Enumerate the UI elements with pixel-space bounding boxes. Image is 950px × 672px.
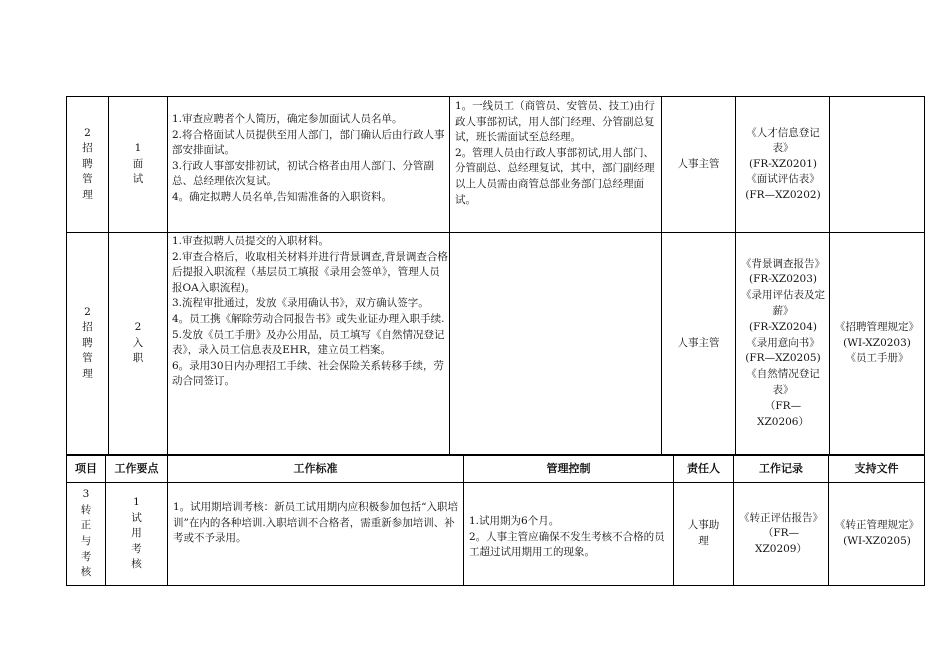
row2-project: 2 招 聘 管 理 — [82, 305, 93, 380]
row3-point: 1 试 用 考 核 — [131, 496, 142, 571]
row2-control — [455, 234, 659, 452]
row1-docs — [830, 97, 924, 232]
header-owner: 责任人 — [687, 462, 720, 476]
row3-owner: 人事助 理 — [687, 519, 720, 547]
header-support-docs: 支持文件 — [854, 462, 899, 476]
row3-docs: 《转正管理规定》 (WI-XZ0205) — [835, 519, 919, 547]
row2-standard: 1.审查拟聘人员提交的入职材料。 2.审查合格后，收取相关材料并进行背景调查,背景调查合格后提报入职流程（基层员工填报《录用会签单》，管理人员报OA入职流程)。 3.流程审批通过，发放《录用确认书》，双方确认签字。 4。员工携《解除劳动合同报告书》或失业证办理入职手续. 5.发放《员工手册》及办公用品，员工填写《自然情况登记表》，录入员工信息表及EHR，建立员工档案。 6。录用30日内办理招工手续、社会保险关系转移手续，劳动合同签订。 — [172, 235, 448, 388]
row1-control: 1。一线员工（商管员、安管员、技工)由行政人事部初试，用人部门经理、分管副总复试，班长需面试至总经理。 2。管理人员由行政人事部初试,用人部门、分管副总、总经理复试，其中，部门副经理以上人员需由商管总部业务部门总经理面试。 — [455, 100, 655, 206]
row1-project: 2 招 聘 管 理 — [82, 126, 93, 201]
row2-point: 2 入 职 — [132, 321, 144, 365]
row2-records: 《背景调查报告》 (FR-XZ0203) 《录用评估表及定薪》 (FR-XZ0204) 《录用意向书》 (FR—XZ0205) 《自然情况登记表》 （FR— XZ0206） — [741, 257, 825, 428]
row1-point: 1 面 试 — [132, 142, 144, 186]
header-project: 项目 — [75, 462, 97, 476]
header-work-standard: 工作标准 — [293, 462, 338, 476]
row3-project: 3 转 正 与 考 核 — [80, 488, 92, 579]
row2-docs: 《招聘管理规定》 (WI-XZ0203) 《员工手册》 — [835, 321, 919, 365]
row1-records: 《人才信息登记表》 (FR-XZ0201) 《面试评估表》 (FR—XZ0202) — [745, 126, 821, 201]
header-management-control: 管理控制 — [546, 462, 591, 476]
row2-owner: 人事主管 — [677, 336, 720, 349]
row1-standard: 1.审查应聘者个人简历，确定参加面试人员名单。 2.将合格面试人员提供至用人部门，部门确认后由行政人事部安排面试。 3.行政人事部安排初试，初试合格者由用人部门、分管副总、总经理依次复试。 4。确定拟聘人员名单,告知需准备的入职资料。 — [172, 113, 445, 203]
header-work-point: 工作要点 — [114, 462, 159, 476]
row3-standard: 1。试用期培训考核：新员工试用期内应积极参加包括“入职培训”在内的各种培训.入职培训不合格者，需重新参加培训、补考或不予录用。 — [173, 501, 459, 545]
header-work-records: 工作记录 — [759, 462, 803, 476]
row1-owner: 人事主管 — [677, 157, 720, 170]
row3-control: 1.试用期为6个月。 2。人事主管应确保不发生考核不合格的员工超过试用期用工的现象。 — [469, 515, 665, 559]
row3-records: 《转正评估报告》 （FR— XZ0209） — [739, 511, 823, 555]
